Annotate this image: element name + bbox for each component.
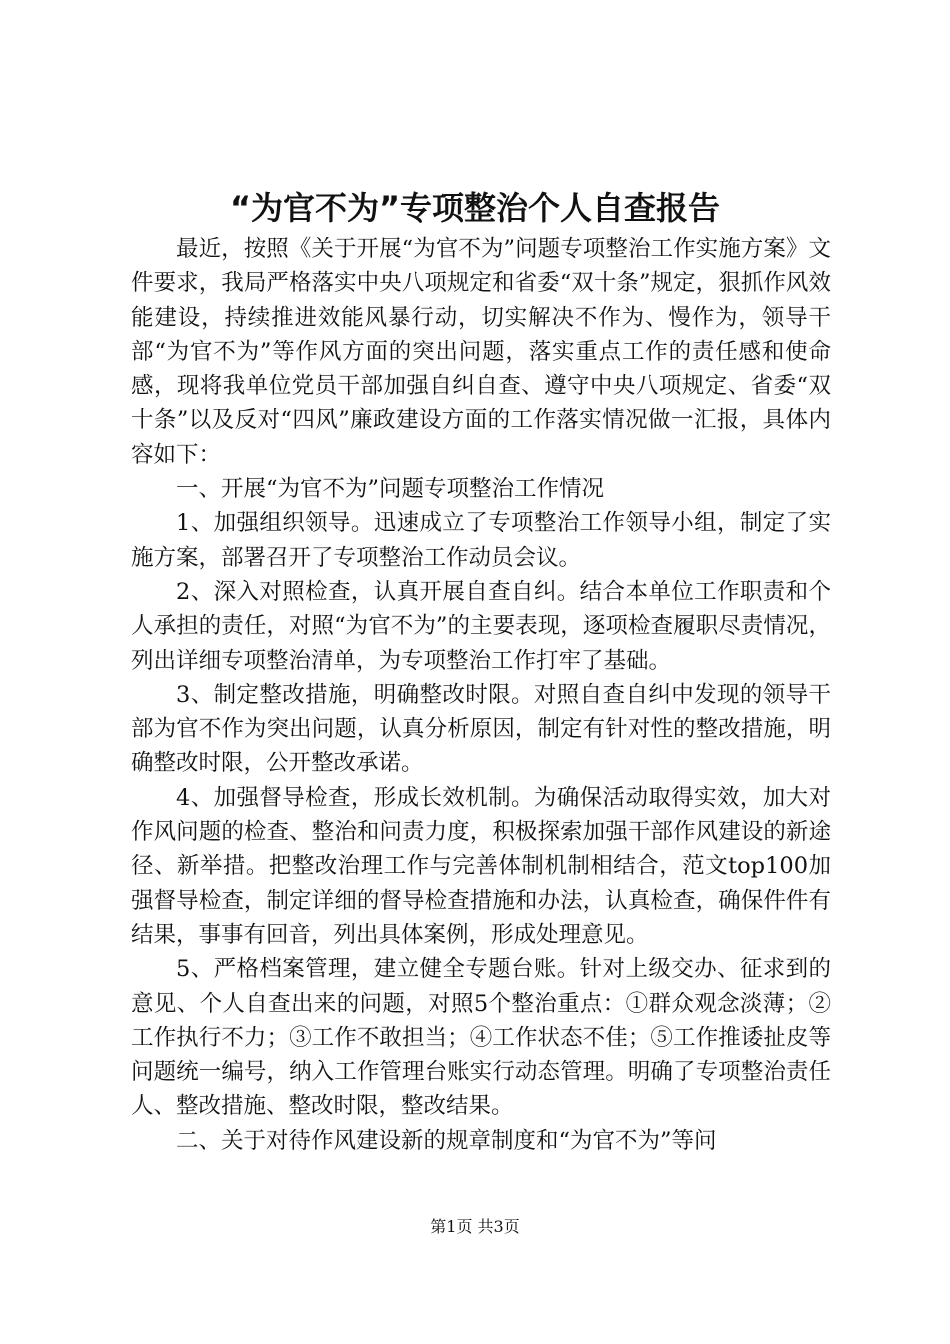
- paragraph-item-2: 2、深入对照检查，认真开展自查自纠。结合本单位工作职责和个人承担的责任，对照“为官不为”的主要表现，逐项检查履职尽责情况，列出详细专项整治清单，为专项整治工作打牢了基础。: [131, 578, 831, 674]
- page-number: 第1页 共3页: [430, 1217, 520, 1236]
- page-footer: [0, 1214, 950, 1240]
- paragraph-item-3: 3、制定整改措施，明确整改时限。对照自查自纠中发现的领导干部为官不作为突出问题，认真分析原因，制定有针对性的整改措施，明确整改时限，公开整改承诺。: [131, 681, 831, 777]
- paragraph-item-1: 1、加强组织领导。迅速成立了专项整治工作领导小组，制定了实施方案，部署召开了专项整治工作动员会议。: [131, 510, 831, 571]
- document-title: “为官不为”专项整治个人自查报告: [229, 189, 721, 227]
- document-body: [131, 232, 831, 1158]
- paragraph-item-5: 5、严格档案管理，建立健全专题台账。针对上级交办、征求到的意见、个人自查出来的问题，对照5个整治重点：①群众观念淡薄；②工作执行不力；③工作不敢担当；④工作状态不佳；⑤工作推诿扯皮等问题统一编号，纳入工作管理台账实行动态管理。明确了专项整治责任人、整改措施、整改时限，整改结果。: [131, 956, 831, 1120]
- section-heading-2: 二、关于对待作风建设新的规章制度和“为官不为”等问: [176, 1127, 717, 1154]
- paragraph-item-4: 4、加强督导检查，形成长效机制。为确保活动取得实效，加大对作风问题的检查、整治和问责力度，积极探索加强干部作风建设的新途径、新举措。把整改治理工作与完善体制机制相结合，范文top100加强督导检查，制定详细的督导检查措施和办法，认真检查，确保件件有结果，事事有回音，列出具体案例，形成处理意见。: [131, 784, 831, 948]
- section-heading-1: 一、开展“为官不为”问题专项整治工作情况: [176, 476, 605, 503]
- paragraph-intro: 最近，按照《关于开展“为官不为”问题专项整治工作实施方案》文件要求，我局严格落实中央八项规定和省委“双十条”规定，狠抓作风效能建设，持续推进效能风暴行动，切实解决不作为、慢作为，领导干部“为官不为”等作风方面的突出问题，落实重点工作的责任感和使命感，现将我单位党员干部加强自纠自查、遵守中央八项规定、省委“双十条”以及反对“四风”廉政建设方面的工作落实情况做一汇报，具体内容如下：: [131, 236, 831, 468]
